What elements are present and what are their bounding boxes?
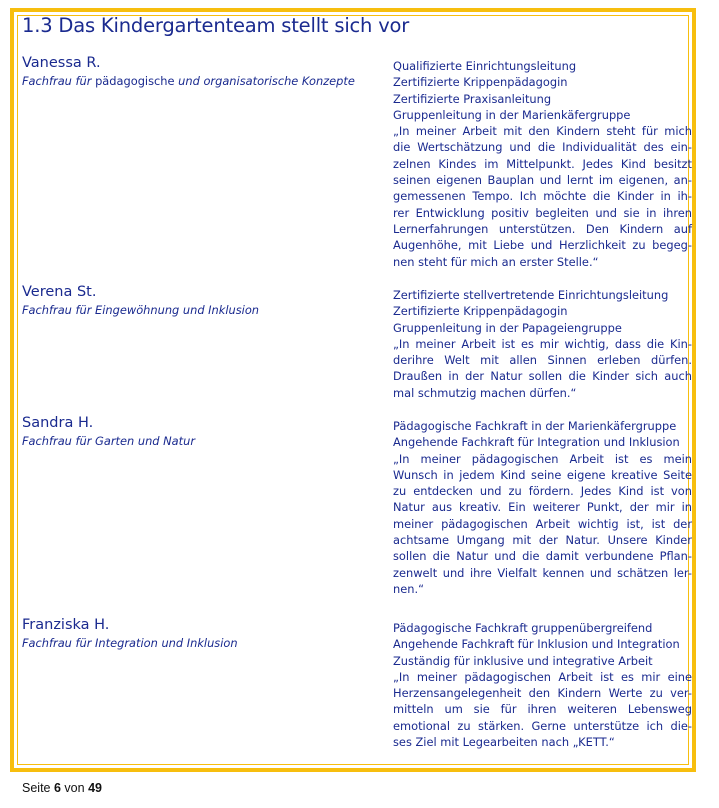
- quote-line: Herzensangelegenheit den Kindern Werte zu ver-: [393, 686, 692, 701]
- member-name: Vanessa R.: [22, 55, 101, 71]
- quote-line: emotional zu stärken. Gerne unterstütze ich die-: [393, 718, 692, 733]
- member-role: Fachfrau für Eingewöhnung und Inklusion: [22, 303, 260, 317]
- quote-line: achtsame Umgang mit der Natur. Unsere Kinder: [393, 533, 692, 548]
- member-role: Fachfrau für Garten und Natur: [22, 434, 196, 448]
- quote-line: nen steht für mich an erster Stelle.“: [393, 254, 599, 269]
- member-role: [22, 74, 355, 88]
- qualification: Pädagogische Fachkraft gruppenübergreifend: [393, 621, 653, 635]
- quote-line: mitteln um sie für ihren weiteren Lebensweg: [393, 702, 692, 717]
- qualification: Angehende Fachkraft für Inklusion und Integration: [393, 637, 680, 652]
- quote-line: rer Entwicklung positiv begleiten und sie in ihren: [393, 205, 692, 220]
- member-name: Franziska H.: [22, 617, 110, 633]
- qualification: Zertifizierte Praxisanleitung: [393, 91, 552, 106]
- quote-line: zenwelt und ihre Vielfalt kennen und schätzen ler-: [393, 565, 692, 580]
- member-details: [393, 58, 692, 270]
- quote-line: Lernerfahrungen unterstützen. Den Kindern auf: [393, 221, 692, 236]
- quote-line: zu entdecken und zu fördern. Jedes Kind ist von: [393, 484, 692, 499]
- role-suffix: und organisatorische Konzepte: [178, 74, 355, 88]
- member-details: [393, 287, 692, 401]
- role-upright: pädagogische: [95, 74, 175, 88]
- quote-line: sollen die Natur und die damit verbundene Pflan-: [393, 549, 692, 564]
- page-label: Seite: [22, 781, 51, 795]
- quote-line: gemessenen Tempo. Ich möchte die Kinder in ih-: [393, 189, 692, 204]
- page-current: 6: [53, 781, 61, 795]
- qualification: Angehende Fachkraft für Integration und Inklusion: [393, 435, 680, 450]
- qualification: Zertifizierte Krippenpädagogin: [393, 75, 568, 90]
- quote-line: Draußen in der Natur sollen die Kinder sich auch: [393, 369, 692, 384]
- member-role: Fachfrau für Integration und Inklusion: [22, 636, 238, 650]
- member-details: [393, 418, 692, 597]
- quote-line: zelnen Kindes im Mittelpunkt. Jedes Kind besitzt: [393, 156, 692, 171]
- quote-line: ses Ziel mit Legearbeiten nach „KETT.“: [393, 735, 615, 750]
- section-title: 1.3 Das Kindergartenteam stellt sich vor: [22, 14, 410, 37]
- quote-line: „In meiner pädagogischen Arbeit ist es mir eine: [393, 669, 692, 684]
- quote-line: Augenhöhe, mit Liebe und Herzlichkeit zu begeg-: [393, 238, 692, 253]
- member-name: Sandra H.: [22, 415, 94, 431]
- quote-line: „In meiner pädagogischen Arbeit ist es mein: [393, 451, 692, 466]
- qualification: Zertifizierte stellvertretende Einrichtungsleitung: [393, 288, 669, 302]
- qualification: Zertifizierte Krippenpädagogin: [393, 304, 568, 319]
- qualification: Qualifizierte Einrichtungsleitung: [393, 59, 577, 73]
- qualification: Gruppenleitung in der Papageiengruppe: [393, 320, 622, 335]
- quote-line: seinen eigenen Bauplan und lernt im eigenen, an-: [393, 173, 692, 188]
- page-total: 49: [88, 781, 102, 795]
- quote-line: Wunsch in jedem Kind seine eigene kreative Seite: [393, 467, 692, 482]
- quote-line: „In meiner Arbeit ist es mir wichtig, dass die Kin-: [393, 336, 692, 351]
- qualification: Pädagogische Fachkraft in der Marienkäfergruppe: [393, 419, 677, 433]
- page-number: [22, 781, 102, 795]
- quote-line: Natur aus kreativ. Ein weiterer Punkt, der mir in: [393, 500, 692, 515]
- quote-line: derihre Welt mit allen Sinnen erleben dürfen.: [393, 353, 692, 368]
- quote-line: die Wertschätzung und die Individualität des ein-: [393, 140, 692, 155]
- role-prefix: Fachfrau für: [22, 74, 92, 88]
- quote-line: mal schmutzig machen dürfen.“: [393, 385, 577, 400]
- page-of: von: [64, 781, 85, 795]
- member-name: Verena St.: [22, 284, 97, 300]
- quote-line: nen.“: [393, 581, 424, 596]
- member-details: [393, 620, 692, 750]
- qualification: Zuständig für inklusive und integrative Arbeit: [393, 653, 653, 668]
- quote-line: meiner pädagogischen Arbeit wichtig ist, ist der: [393, 516, 692, 531]
- qualification: Gruppenleitung in der Marienkäfergruppe: [393, 107, 631, 122]
- quote-line: „In meiner Arbeit mit den Kindern steht für mich: [393, 124, 692, 139]
